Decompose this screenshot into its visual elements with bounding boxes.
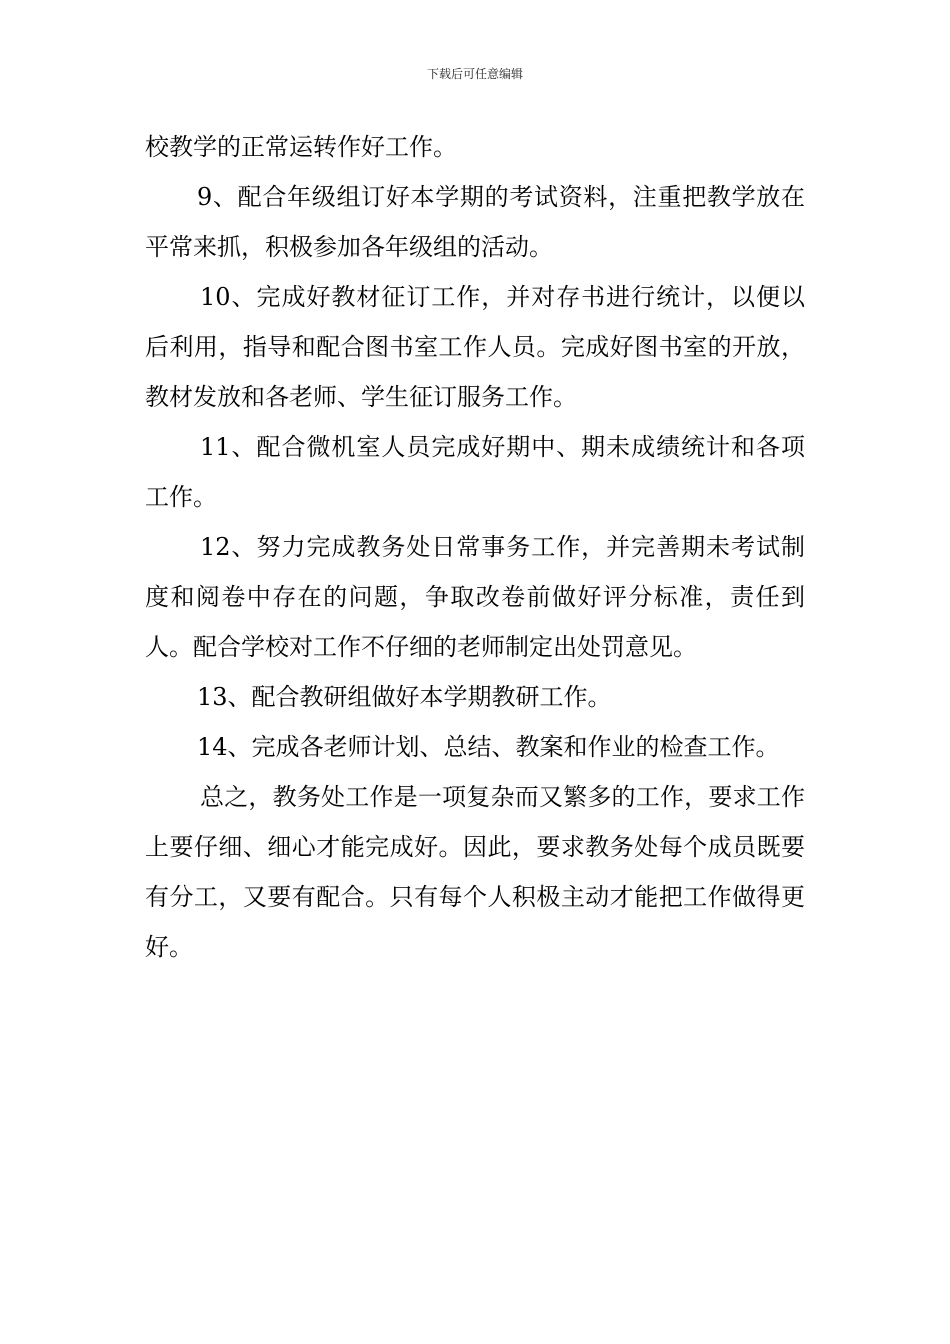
paragraph-item-12: 12、努力完成教务处日常事务工作，并完善期未考试制度和阅卷中存在的问题，争取改卷前做好评分标准，责任到人。配合学校对工作不仔细的老师制定出处罚意见。: [145, 533, 805, 661]
document-body: [145, 122, 805, 972]
paragraph-summary: 总之，教务处工作是一项复杂而又繁多的工作，要求工作上要仔细、细心才能完成好。因此，要求教务处每个成员既要有分工，又要有配合。只有每个人积极主动才能把工作做得更好。: [145, 783, 805, 961]
paragraph-item-13: 13、配合教研组做好本学期教研工作。: [197, 683, 612, 711]
paragraph-item-10: 10、完成好教材征订工作，并对存书进行统计，以便以后利用，指导和配合图书室工作人员。完成好图书室的开放，教材发放和各老师、学生征订服务工作。: [145, 283, 805, 411]
paragraph-item-9: 9、配合年级组订好本学期的考试资料，注重把教学放在平常来抓，积极参加各年级组的活动。: [145, 183, 805, 261]
paragraph-continuation: 校教学的正常运转作好工作。: [145, 133, 457, 161]
paragraph-item-14: 14、完成各老师计划、总结、教案和作业的检查工作。: [197, 733, 780, 761]
paragraph-item-11: 11、配合微机室人员完成好期中、期未成绩统计和各项工作。: [145, 433, 805, 511]
page-header-note: 下载后可任意编辑: [426, 67, 523, 81]
